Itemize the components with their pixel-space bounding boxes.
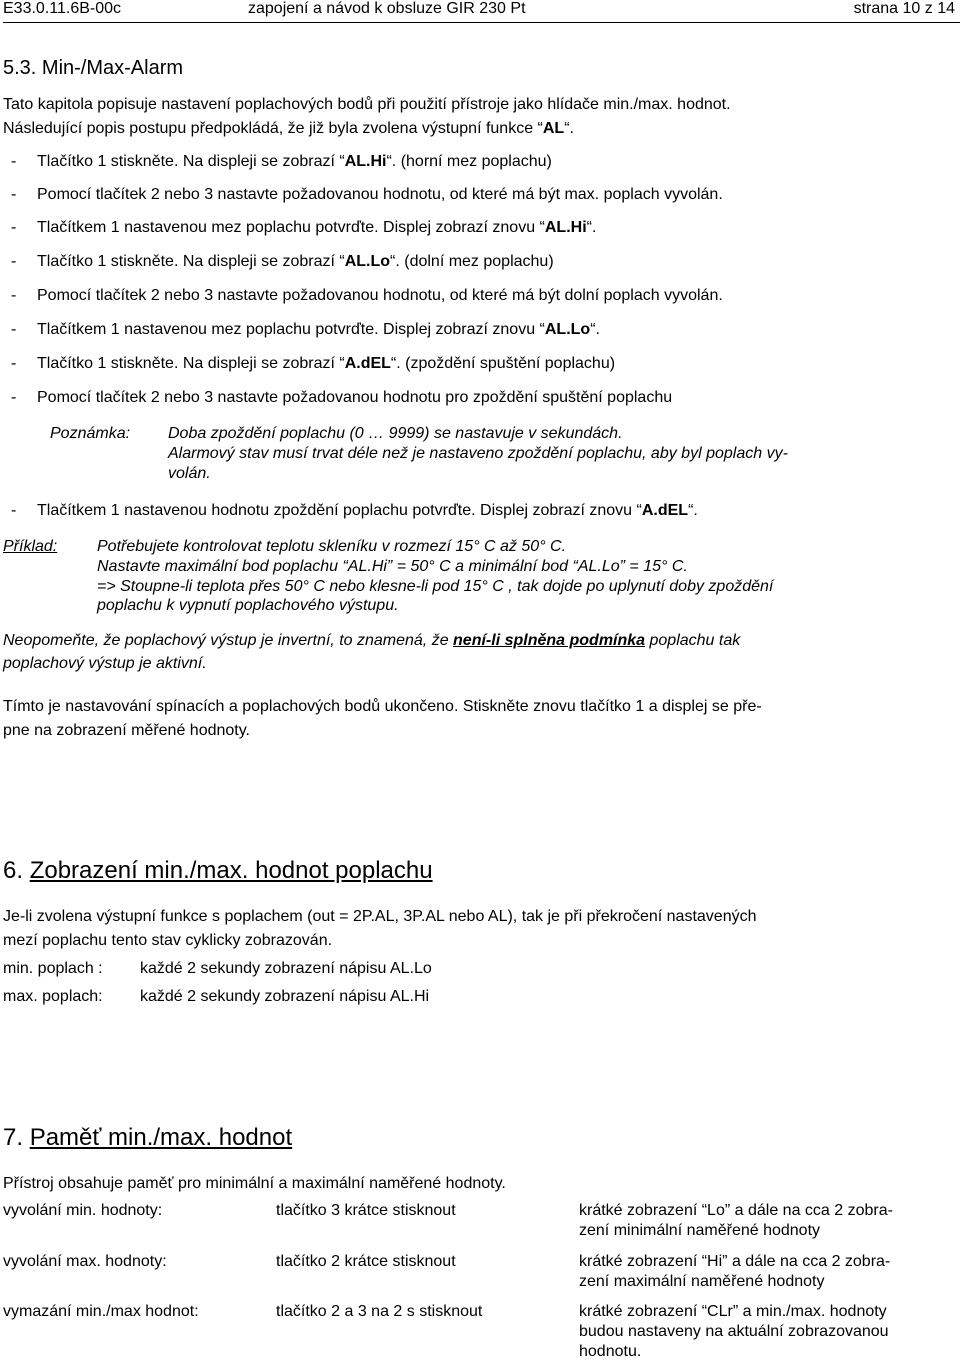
page-number: strana 10 z 14 xyxy=(853,0,955,17)
min-alarm-label: min. poplach : xyxy=(3,960,103,977)
note-label: Poznámka: xyxy=(50,425,131,442)
step-item: - Tlačítko 1 stiskněte. Na displeji se zobrazí “AL.Hi“. (horní mez poplachu) xyxy=(11,153,552,170)
section6-text-2: mezí poplachu tento stav cyklicky zobrazován. xyxy=(3,932,333,949)
doc-id: E33.0.11.6B-00c xyxy=(3,0,122,17)
warning-line-2: poplachový výstup je aktivní. xyxy=(3,655,207,672)
section-heading-6: 6. Zobrazení min./max. hodnot poplachu xyxy=(3,857,433,884)
memory-row-action: tlačítko 3 krátce stisknout xyxy=(276,1202,456,1219)
step-item: - Tlačítkem 1 nastavenou hodnotu zpoždění poplachu potvrďte. Displej zobrazí znovu “A.dEL“. xyxy=(11,502,698,519)
intro-line-1: Tato kapitola popisuje nastavení poplachových bodů při použití přístroje jako hlídače min./max. hodnot. xyxy=(3,96,731,113)
max-alarm-text: každé 2 sekundy zobrazení nápisu AL.Hi xyxy=(140,988,430,1005)
example-text: Potřebujete kontrolovat teplotu skleníku v rozmezí 15° C až 50° C. Nastavte maximální bod poplachu “AL.Hi” = 50° C a minimální bod “AL.Lo” = 15° C. => Stoupne-li teplota přes 50° C nebo klesne-li pod 15° C , tak dojde po uplynutí doby zpoždění poplachu k vypnutí poplachového výstupu. xyxy=(97,538,774,615)
section7-intro: Přístroj obsahuje paměť pro minimální a maximální naměřené hodnoty. xyxy=(3,1175,506,1192)
min-alarm-text: každé 2 sekundy zobrazení nápisu AL.Lo xyxy=(140,960,432,977)
doc-title: zapojení a návod k obsluze GIR 230 Pt xyxy=(248,0,526,17)
step-item: - Tlačítkem 1 nastavenou mez poplachu potvrďte. Displej zobrazí znovu “AL.Hi“. xyxy=(11,219,597,236)
step-item: - Tlačítko 1 stiskněte. Na displeji se zobrazí “A.dEL“. (zpoždění spuštění poplachu) xyxy=(11,355,616,372)
example-label: Příklad: xyxy=(3,538,58,555)
page-header xyxy=(3,0,953,22)
end-line-2: pne na zobrazení měřené hodnoty. xyxy=(3,722,250,739)
memory-row-result: krátké zobrazení “Hi” a dále na cca 2 zobra- zení maximální naměřené hodnoty xyxy=(579,1253,891,1290)
intro-line-2: Následující popis postupu předpokládá, že již byla zvolena výstupní funkce “AL“. xyxy=(3,120,574,137)
warning-line-1: Neopomeňte, že poplachový výstup je invertní, to znamená, že není-li splněna podmínka poplachu tak xyxy=(3,632,741,649)
step-item: - Pomocí tlačítek 2 nebo 3 nastavte požadovanou hodnotu, od které má být max. poplach vyvolán. xyxy=(11,186,723,203)
memory-row-label: vyvolání max. hodnoty: xyxy=(3,1253,167,1270)
step-item: - Tlačítkem 1 nastavenou mez poplachu potvrďte. Displej zobrazí znovu “AL.Lo“. xyxy=(11,321,600,338)
memory-row-result: krátké zobrazení “CLr” a min./max. hodnoty budou nastaveny na aktuální zobrazovanou hodnotu. xyxy=(579,1303,889,1360)
step-item: - Tlačítko 1 stiskněte. Na displeji se zobrazí “AL.Lo“. (dolní mez poplachu) xyxy=(11,253,554,270)
note-text: Doba zpoždění poplachu (0 … 9999) se nastavuje v sekundách. Alarmový stav musí trvat déle než je nastaveno zpoždění poplachu, aby byl poplach vy- volán. xyxy=(168,425,788,482)
memory-row-result: krátké zobrazení “Lo” a dále na cca 2 zobra- zení minimální naměřené hodnoty xyxy=(579,1202,893,1239)
section-heading-5-3: 5.3. Min-/Max-Alarm xyxy=(3,57,184,79)
memory-row-action: tlačítko 2 krátce stisknout xyxy=(276,1253,456,1270)
end-line-1: Tímto je nastavování spínacích a poplachových bodů ukončeno. Stiskněte znovu tlačítko 1 a displej se pře- xyxy=(3,698,762,715)
step-item: - Pomocí tlačítek 2 nebo 3 nastavte požadovanou hodnotu pro zpoždění spuštění poplachu xyxy=(11,389,673,406)
max-alarm-label: max. poplach: xyxy=(3,988,103,1005)
section-heading-7: 7. Paměť min./max. hodnot xyxy=(3,1124,293,1151)
header-divider xyxy=(3,22,960,23)
memory-row-action: tlačítko 2 a 3 na 2 s stisknout xyxy=(276,1303,483,1320)
memory-row-label: vyvolání min. hodnoty: xyxy=(3,1202,163,1219)
section6-text-1: Je-li zvolena výstupní funkce s poplachem (out = 2P.AL, 3P.AL nebo AL), tak je při překročení nastavených xyxy=(3,908,757,925)
memory-row-label: vymazání min./max hodnot: xyxy=(3,1303,199,1320)
step-item: - Pomocí tlačítek 2 nebo 3 nastavte požadovanou hodnotu, od které má být dolní poplach vyvolán. xyxy=(11,287,723,304)
